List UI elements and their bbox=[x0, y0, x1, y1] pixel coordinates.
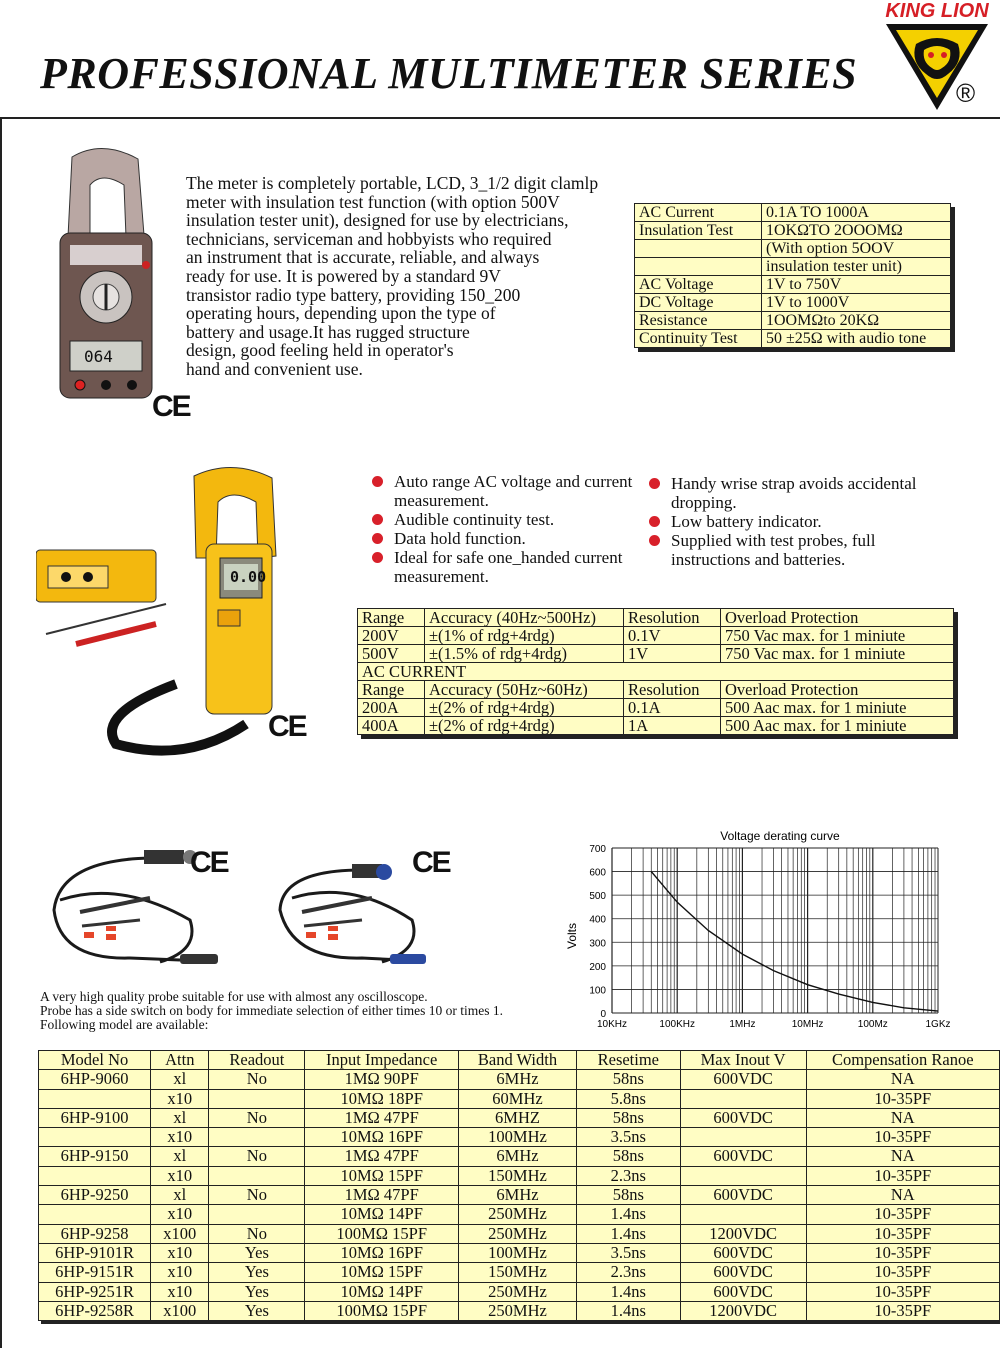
table-cell: 6HP-9258 bbox=[39, 1224, 151, 1243]
table-row bbox=[39, 1186, 1000, 1205]
table-cell: 58ns bbox=[576, 1186, 680, 1205]
table-row bbox=[39, 1108, 1000, 1127]
ce-mark-probe-right: CE bbox=[412, 846, 450, 879]
table-cell: x10 bbox=[151, 1282, 209, 1301]
table-row bbox=[39, 1147, 1000, 1166]
table-cell: ±(1% of rdg+4rdg) bbox=[425, 627, 624, 645]
probe-description: A very high quality probe suitable for use with almost any oscilloscope. Probe has a side switch on body for immediate selection of either times 10 or times 1. Following model are available: bbox=[40, 989, 504, 1032]
table-cell: 600VDC bbox=[680, 1186, 806, 1205]
bullet-icon bbox=[649, 478, 660, 489]
table-cell: Range bbox=[358, 681, 425, 699]
table-cell: 6MHZ bbox=[459, 1108, 577, 1127]
table-cell bbox=[39, 1166, 151, 1185]
registered-mark: ® bbox=[956, 78, 976, 108]
x-tick-label: 10KHz bbox=[596, 1019, 628, 1030]
table-cell: 58ns bbox=[576, 1147, 680, 1166]
table-cell bbox=[209, 1166, 305, 1185]
table-cell: (With option 5OOV bbox=[762, 240, 951, 258]
table-cell: No bbox=[209, 1108, 305, 1127]
table-cell: 600VDC bbox=[680, 1282, 806, 1301]
yellow-meter-display: 0.00 bbox=[230, 568, 267, 586]
voltage-derating-chart bbox=[560, 826, 980, 1036]
bullet-icon bbox=[649, 516, 660, 527]
table-cell: x100 bbox=[151, 1301, 209, 1320]
spec-table-1 bbox=[634, 203, 951, 348]
clamp-meter-image bbox=[40, 145, 165, 405]
table-cell: 250MHz bbox=[459, 1282, 577, 1301]
feature-item: Auto range AC voltage and current measurement. bbox=[372, 472, 637, 510]
table-cell bbox=[209, 1089, 305, 1108]
table-cell: 2.3ns bbox=[576, 1166, 680, 1185]
table-cell: 750 Vac max. for 1 miniute bbox=[721, 627, 954, 645]
x-tick-label: 100KHz bbox=[659, 1019, 695, 1030]
table-cell bbox=[39, 1205, 151, 1224]
table-cell: 6HP-9250 bbox=[39, 1186, 151, 1205]
table-cell: Attn bbox=[151, 1051, 209, 1070]
spec-row bbox=[358, 627, 954, 645]
y-tick-label: 300 bbox=[589, 938, 606, 950]
table-cell: x10 bbox=[151, 1128, 209, 1147]
table-cell: 6MHz bbox=[459, 1186, 577, 1205]
table-cell: 1MΩ 47PF bbox=[305, 1186, 459, 1205]
chart-ylabel: Volts bbox=[565, 922, 579, 950]
table-cell bbox=[209, 1128, 305, 1147]
y-tick-label: 600 bbox=[589, 867, 606, 879]
table-cell: 1OOMΩto 20KΩ bbox=[762, 312, 951, 330]
clamp-meter-display: 064 bbox=[84, 347, 113, 366]
table-cell: 250MHz bbox=[459, 1224, 577, 1243]
table-cell: Yes bbox=[209, 1263, 305, 1282]
table-row bbox=[39, 1051, 1000, 1070]
table-cell: 6MHz bbox=[459, 1147, 577, 1166]
table-cell: 10-35PF bbox=[806, 1128, 999, 1147]
spec-row bbox=[358, 699, 954, 717]
table-cell: Overload Protection bbox=[721, 681, 954, 699]
table-cell: Accuracy (50Hz~60Hz) bbox=[425, 681, 624, 699]
table-cell: Readout bbox=[209, 1051, 305, 1070]
spec-row bbox=[635, 258, 951, 276]
table-cell: 750 Vac max. for 1 miniute bbox=[721, 645, 954, 663]
table-cell: Yes bbox=[209, 1301, 305, 1320]
table-cell: xl bbox=[151, 1070, 209, 1089]
feature-item: Audible continuity test. bbox=[372, 510, 637, 529]
table-cell: 10-35PF bbox=[806, 1263, 999, 1282]
table-cell: 600VDC bbox=[680, 1108, 806, 1127]
spec-row bbox=[635, 240, 951, 258]
table-cell: 250MHz bbox=[459, 1205, 577, 1224]
table-cell: 600VDC bbox=[680, 1263, 806, 1282]
x-tick-label: 1MHz bbox=[729, 1019, 756, 1030]
table-row bbox=[39, 1282, 1000, 1301]
page-title: PROFESSIONAL MULTIMETER SERIES bbox=[40, 49, 858, 98]
table-cell: Resetime bbox=[576, 1051, 680, 1070]
table-cell: 150MHz bbox=[459, 1166, 577, 1185]
ce-mark-probe-left: CE bbox=[190, 846, 228, 879]
table-cell: 1.4ns bbox=[576, 1301, 680, 1320]
table-cell: 100MΩ 15PF bbox=[305, 1224, 459, 1243]
table-cell: 1MΩ 90PF bbox=[305, 1070, 459, 1089]
table-cell: 0.1V bbox=[624, 627, 721, 645]
bullet-icon bbox=[649, 535, 660, 546]
chart-title: Voltage derating curve bbox=[720, 829, 840, 843]
lion-logo-icon bbox=[882, 22, 992, 112]
table-cell: 10MΩ 15PF bbox=[305, 1166, 459, 1185]
probe-models-table bbox=[38, 1050, 1000, 1321]
table-cell: x10 bbox=[151, 1243, 209, 1262]
table-cell bbox=[39, 1128, 151, 1147]
table-cell: 10MΩ 18PF bbox=[305, 1089, 459, 1108]
table-cell: x10 bbox=[151, 1205, 209, 1224]
table-cell bbox=[680, 1128, 806, 1147]
table-cell: 10MΩ 16PF bbox=[305, 1128, 459, 1147]
table-cell: 6HP-9100 bbox=[39, 1108, 151, 1127]
table-cell: 1V to 1000V bbox=[762, 294, 951, 312]
features-right bbox=[649, 474, 934, 569]
table-cell: 10MΩ 16PF bbox=[305, 1243, 459, 1262]
table-cell: Compensation Ranoe bbox=[806, 1051, 999, 1070]
table-cell: 3.5ns bbox=[576, 1243, 680, 1262]
table-cell: 10-35PF bbox=[806, 1224, 999, 1243]
table-row bbox=[39, 1128, 1000, 1147]
table-cell: 10-35PF bbox=[806, 1166, 999, 1185]
spec-row bbox=[635, 276, 951, 294]
table-cell: 6MHz bbox=[459, 1070, 577, 1089]
table-cell: NA bbox=[806, 1147, 999, 1166]
table-cell: 600VDC bbox=[680, 1070, 806, 1089]
table-cell: 1V to 750V bbox=[762, 276, 951, 294]
table-cell: 10-35PF bbox=[806, 1301, 999, 1320]
x-tick-label: 100Mz bbox=[857, 1019, 888, 1030]
table-cell: 6HP-9150 bbox=[39, 1147, 151, 1166]
table-cell: AC Current bbox=[635, 204, 762, 222]
table-cell: x10 bbox=[151, 1166, 209, 1185]
spec-row bbox=[635, 204, 951, 222]
table-cell: 10-35PF bbox=[806, 1089, 999, 1108]
spec-row bbox=[358, 717, 954, 735]
table-cell: 100MHz bbox=[459, 1243, 577, 1262]
table-cell bbox=[635, 240, 762, 258]
x-tick-label: 10MHz bbox=[791, 1019, 824, 1030]
feature-item: Data hold function. bbox=[372, 529, 637, 548]
table-cell: ±(1.5% of rdg+4rdg) bbox=[425, 645, 624, 663]
table-cell: 500 Aac max. for 1 miniute bbox=[721, 717, 954, 735]
table-cell: 58ns bbox=[576, 1070, 680, 1089]
table-cell: No bbox=[209, 1070, 305, 1089]
y-tick-label: 100 bbox=[589, 985, 606, 997]
table-cell: xl bbox=[151, 1108, 209, 1127]
table-cell: Yes bbox=[209, 1243, 305, 1262]
y-tick-label: 0 bbox=[600, 1009, 606, 1020]
table-row bbox=[39, 1070, 1000, 1089]
table-cell: ±(2% of rdg+4rdg) bbox=[425, 717, 624, 735]
table-cell: 1.4ns bbox=[576, 1282, 680, 1301]
table-cell: x100 bbox=[151, 1224, 209, 1243]
spec-row bbox=[635, 312, 951, 330]
table-cell: Resistance bbox=[635, 312, 762, 330]
spec-row bbox=[635, 222, 951, 240]
yellow-clamp-meter-image bbox=[36, 464, 296, 764]
product-description: The meter is completely portable, LCD, 3_1/2 digit clamlp meter with insulation test function (with option 500V insulation tester unit), designed for use by electricians, technicians, serviceman and hobbyists who required an instrument that is accurate, reliable, and always ready for use. It is powered by a standard 9V transistor radio type battery, providing 150_200 operating hours, depending upon the type of battery and usage.It has rugged structure design, good feeling held in operator's hand and convenient use. bbox=[186, 173, 599, 379]
table-cell: Band Width bbox=[459, 1051, 577, 1070]
table-cell: 100MΩ 15PF bbox=[305, 1301, 459, 1320]
y-tick-label: 200 bbox=[589, 961, 606, 973]
features-left bbox=[372, 472, 637, 586]
table-cell: 6HP-9251R bbox=[39, 1282, 151, 1301]
table-cell: 1200VDC bbox=[680, 1224, 806, 1243]
spec-row bbox=[358, 609, 954, 627]
table-cell: 1MΩ 47PF bbox=[305, 1147, 459, 1166]
table-cell: 50 ±25Ω with audio tone bbox=[762, 330, 951, 348]
table-cell bbox=[209, 1205, 305, 1224]
feature-item: Supplied with test probes, full instructions and batteries. bbox=[649, 531, 934, 569]
table-cell: 10MΩ 14PF bbox=[305, 1282, 459, 1301]
brand-name: KING LION bbox=[885, 0, 989, 22]
table-cell: 6HP-9101R bbox=[39, 1243, 151, 1262]
table-cell: 600VDC bbox=[680, 1243, 806, 1262]
table-cell: 1V bbox=[624, 645, 721, 663]
table-cell: 400A bbox=[358, 717, 425, 735]
table-cell: 2.3ns bbox=[576, 1263, 680, 1282]
table-cell: x10 bbox=[151, 1089, 209, 1108]
table-cell: 500 Aac max. for 1 miniute bbox=[721, 699, 954, 717]
y-tick-label: 500 bbox=[589, 891, 606, 903]
table-cell bbox=[680, 1166, 806, 1185]
table-row bbox=[39, 1243, 1000, 1262]
table-cell: 5.8ns bbox=[576, 1089, 680, 1108]
spec-row bbox=[635, 330, 951, 348]
table-cell: 6HP-9060 bbox=[39, 1070, 151, 1089]
table-cell: Accuracy (40Hz~500Hz) bbox=[425, 609, 624, 627]
table-row bbox=[39, 1205, 1000, 1224]
table-cell: 10-35PF bbox=[806, 1282, 999, 1301]
spec-row bbox=[358, 663, 954, 681]
table-cell: 58ns bbox=[576, 1108, 680, 1127]
ce-mark-1: CE bbox=[152, 390, 190, 423]
brand-logo bbox=[878, 0, 996, 112]
table-cell: 1MΩ 47PF bbox=[305, 1108, 459, 1127]
table-cell: insulation tester unit) bbox=[762, 258, 951, 276]
y-tick-label: 700 bbox=[589, 844, 606, 855]
table-cell: 500V bbox=[358, 645, 425, 663]
spec-row bbox=[358, 681, 954, 699]
spec-row bbox=[358, 645, 954, 663]
bullet-icon bbox=[372, 514, 383, 525]
table-cell: xl bbox=[151, 1147, 209, 1166]
table-cell: No bbox=[209, 1147, 305, 1166]
table-cell: 60MHz bbox=[459, 1089, 577, 1108]
ce-mark-2: CE bbox=[268, 710, 306, 743]
feature-item: Ideal for safe one_handed current measurement. bbox=[372, 548, 637, 586]
table-cell: 3.5ns bbox=[576, 1128, 680, 1147]
table-cell: 150MHz bbox=[459, 1263, 577, 1282]
table-cell bbox=[39, 1089, 151, 1108]
table-row bbox=[39, 1089, 1000, 1108]
feature-item: Low battery indicator. bbox=[649, 512, 934, 531]
feature-item: Handy wrise strap avoids accidental dropping. bbox=[649, 474, 934, 512]
table-cell: Overload Protection bbox=[721, 609, 954, 627]
table-cell: Insulation Test bbox=[635, 222, 762, 240]
table-cell: AC CURRENT bbox=[358, 663, 954, 681]
table-cell: NA bbox=[806, 1070, 999, 1089]
table-cell bbox=[680, 1205, 806, 1224]
table-cell: 10MΩ 15PF bbox=[305, 1263, 459, 1282]
table-cell: 10MΩ 14PF bbox=[305, 1205, 459, 1224]
table-cell: NA bbox=[806, 1186, 999, 1205]
table-cell: xl bbox=[151, 1186, 209, 1205]
table-cell: Model No bbox=[39, 1051, 151, 1070]
table-cell: Yes bbox=[209, 1282, 305, 1301]
table-cell: Resolution bbox=[624, 609, 721, 627]
table-cell: Resolution bbox=[624, 681, 721, 699]
table-cell: 600VDC bbox=[680, 1147, 806, 1166]
table-cell: No bbox=[209, 1224, 305, 1243]
table-cell: Max Inout V bbox=[680, 1051, 806, 1070]
bullet-icon bbox=[372, 533, 383, 544]
table-cell bbox=[680, 1089, 806, 1108]
table-cell: 6HP-9151R bbox=[39, 1263, 151, 1282]
derating-curve bbox=[651, 872, 938, 1012]
table-cell: Input Impedance bbox=[305, 1051, 459, 1070]
bullet-icon bbox=[372, 552, 383, 563]
bullet-icon bbox=[372, 476, 383, 487]
table-cell: 250MHz bbox=[459, 1301, 577, 1320]
table-cell: x10 bbox=[151, 1263, 209, 1282]
x-tick-label: 1GKz bbox=[925, 1019, 951, 1030]
table-row bbox=[39, 1166, 1000, 1185]
table-row bbox=[39, 1263, 1000, 1282]
table-cell: 1.4ns bbox=[576, 1205, 680, 1224]
table-cell: 10-35PF bbox=[806, 1205, 999, 1224]
table-cell: 1OKΩTO 2OOOMΩ bbox=[762, 222, 951, 240]
spec-table-2 bbox=[357, 608, 954, 735]
table-cell: 200V bbox=[358, 627, 425, 645]
table-cell: No bbox=[209, 1186, 305, 1205]
table-cell bbox=[635, 258, 762, 276]
table-cell: NA bbox=[806, 1108, 999, 1127]
table-cell: 200A bbox=[358, 699, 425, 717]
spec-row bbox=[635, 294, 951, 312]
table-cell: Range bbox=[358, 609, 425, 627]
table-cell: 6HP-9258R bbox=[39, 1301, 151, 1320]
table-cell: Continuity Test bbox=[635, 330, 762, 348]
table-cell: AC Voltage bbox=[635, 276, 762, 294]
table-cell: DC Voltage bbox=[635, 294, 762, 312]
table-row bbox=[39, 1224, 1000, 1243]
table-cell: 100MHz bbox=[459, 1128, 577, 1147]
table-cell: ±(2% of rdg+4rdg) bbox=[425, 699, 624, 717]
y-tick-label: 400 bbox=[589, 914, 606, 926]
table-cell: 1A bbox=[624, 717, 721, 735]
table-row bbox=[39, 1301, 1000, 1320]
table-cell: 0.1A TO 1000A bbox=[762, 204, 951, 222]
table-cell: 1.4ns bbox=[576, 1224, 680, 1243]
table-cell: 0.1A bbox=[624, 699, 721, 717]
table-cell: 10-35PF bbox=[806, 1243, 999, 1262]
table-cell: 1200VDC bbox=[680, 1301, 806, 1320]
